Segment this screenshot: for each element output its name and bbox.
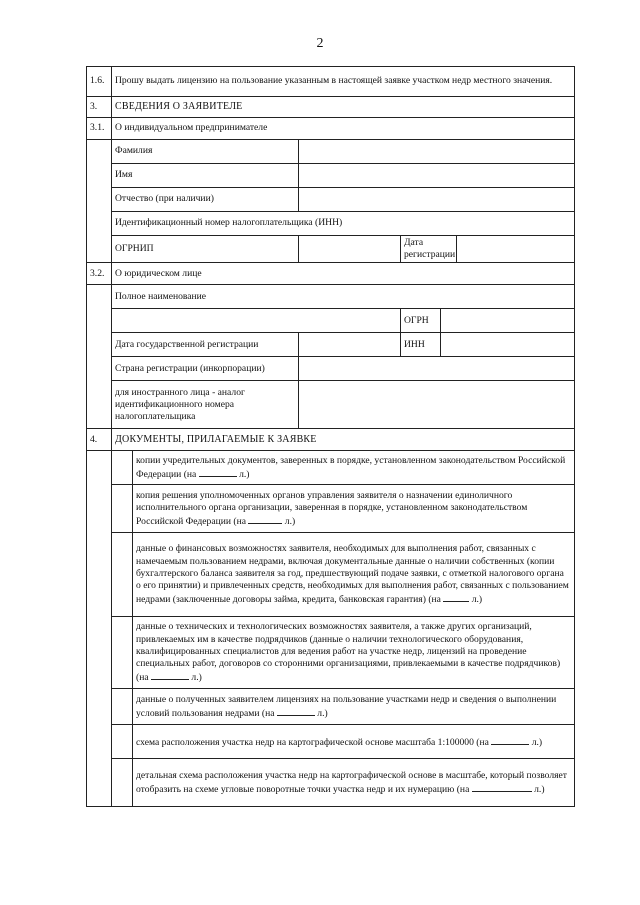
document-text: данные о технических и технологических возможностях заявителя, а также других организаций, привлекаемых им в качестве подрядчиков (данные о наличии технологического оборудования, квалифицированных специалистов для ведения работ на участке недр, лицензий на проведение специальных работ, договоров со сторонними организациями, привлекаемыми в качестве подрядчиков) (на xyxy=(136,621,561,684)
document-item xyxy=(133,725,575,759)
document-end: л.) xyxy=(317,707,328,719)
document-checkbox[interactable] xyxy=(112,485,133,533)
document-item xyxy=(133,485,575,533)
document-row xyxy=(87,725,575,759)
patronymic-field[interactable] xyxy=(299,188,575,212)
document-text: копия решения уполномоченных органов управления заявителя о назначении единоличного исполнительного органа организации, заверенная в порядке, установленном законодательством Российской Федерации (на xyxy=(136,489,528,527)
row-3 xyxy=(87,97,575,118)
row-number: 3.1. xyxy=(87,118,112,140)
pages-blank[interactable] xyxy=(472,782,532,792)
ogrn-field[interactable] xyxy=(441,309,575,333)
attached-documents-heading: ДОКУМЕНТЫ, ПРИЛАГАЕМЫЕ К ЗАЯВКЕ xyxy=(112,429,575,451)
name-field[interactable] xyxy=(299,164,575,188)
state-registration-date-label: Дата государственной регистрации xyxy=(112,333,299,357)
application-form-table xyxy=(86,66,575,807)
row-4 xyxy=(87,429,575,451)
row-number: 3.2. xyxy=(87,263,112,285)
ogrn-label: ОГРН xyxy=(401,309,441,333)
row-number: 3. xyxy=(87,97,112,118)
document-text: данные о финансовых возможностях заявителя, необходимых для выполнения работ, связанных с намечаемым пользованием недрами, включая документальные данные о наличии собственных (копии бухгалтерского баланса заявителя за год, предшествующий подаче заявки, с отметкой налогового органа о его принятии) и привлеченных средств, необходимых для выполнения работ, связанных с пользованием недрами (заключенные договоры займа, кредита, банковская гарантия) (на xyxy=(136,543,569,606)
pages-blank[interactable] xyxy=(248,514,282,524)
row-number-spacer xyxy=(87,140,112,263)
document-item xyxy=(133,533,575,617)
foreign-tax-id-label: для иностранного лица - аналог идентификационного номера налогоплательщика xyxy=(112,381,299,429)
ogrnip-field[interactable] xyxy=(299,236,401,263)
document-item xyxy=(133,617,575,689)
individual-inn-label: Идентификационный номер налогоплательщика (ИНН) xyxy=(112,212,575,236)
document-row xyxy=(87,759,575,807)
document-checkbox[interactable] xyxy=(112,533,133,617)
document-row xyxy=(87,689,575,725)
surname-label: Фамилия xyxy=(112,140,299,164)
document-end: л.) xyxy=(239,468,250,480)
pages-blank[interactable] xyxy=(151,670,189,680)
document-end: л.) xyxy=(531,736,543,748)
name-label: Имя xyxy=(112,164,299,188)
individual-entrepreneur-heading: О индивидуальном предпринимателе xyxy=(112,118,575,140)
document-text: схема расположения участка недр на картографической основе масштаба 1:100000 (на xyxy=(136,736,489,748)
document-item xyxy=(133,759,575,807)
document-row xyxy=(87,533,575,617)
pages-blank[interactable] xyxy=(443,592,469,602)
document-checkbox[interactable] xyxy=(112,759,133,807)
registration-date-field[interactable] xyxy=(457,236,575,263)
document-end: л.) xyxy=(471,594,483,606)
document-checkbox[interactable] xyxy=(112,725,133,759)
document-end: л.) xyxy=(534,783,545,795)
row-number: 1.6. xyxy=(87,67,112,97)
document-checkbox[interactable] xyxy=(112,451,133,485)
row-number-spacer xyxy=(87,285,112,429)
ogrnip-label: ОГРНИП xyxy=(112,236,299,263)
document-text: копии учредительных документов, заверенных в порядке, установленном законодательством Российской Федерации (на xyxy=(136,454,566,480)
document-item xyxy=(133,451,575,485)
surname-field[interactable] xyxy=(299,140,575,164)
page-number: 2 xyxy=(316,36,324,51)
row-number: 4. xyxy=(87,429,112,451)
document-row xyxy=(87,617,575,689)
pages-blank[interactable] xyxy=(199,467,237,477)
document-row xyxy=(87,485,575,533)
country-field[interactable] xyxy=(299,357,575,381)
state-registration-date-field[interactable] xyxy=(299,333,401,357)
row-number-spacer xyxy=(87,451,112,807)
full-name-field[interactable] xyxy=(112,309,401,333)
pages-blank[interactable] xyxy=(491,735,529,745)
legal-inn-field[interactable] xyxy=(441,333,575,357)
registration-date-label: Дата регистрации xyxy=(401,236,457,263)
country-label: Страна регистрации (инкорпорации) xyxy=(112,357,299,381)
foreign-tax-id-field[interactable] xyxy=(299,381,575,429)
row-3-1 xyxy=(87,118,575,140)
document-row xyxy=(87,451,575,485)
document-text: детальная схема расположения участка недр на картографической основе в масштабе, который позволяет отобразить на схеме угловые поворотные точки участка недр и их нумерацию (на xyxy=(136,769,567,795)
license-request-text: Прошу выдать лицензию на пользование указанным в настоящей заявке участком недр местного значения. xyxy=(112,67,575,97)
section-applicant-heading: СВЕДЕНИЯ О ЗАЯВИТЕЛЕ xyxy=(112,97,575,118)
full-name-label: Полное наименование xyxy=(112,285,575,309)
legal-entity-heading: О юридическом лице xyxy=(112,263,575,285)
document-text: данные о полученных заявителем лицензиях на пользование участками недр и сведения о выполнении условий пользования недрами (на xyxy=(136,693,557,719)
legal-inn-label: ИНН xyxy=(401,333,441,357)
document-checkbox[interactable] xyxy=(112,617,133,689)
document-end: л.) xyxy=(284,516,296,527)
patronymic-label: Отчество (при наличии) xyxy=(112,188,299,212)
row-1-6 xyxy=(87,67,575,97)
row-3-2 xyxy=(87,263,575,285)
document-item xyxy=(133,689,575,725)
document-checkbox[interactable] xyxy=(112,689,133,725)
document-end: л.) xyxy=(191,672,202,684)
pages-blank[interactable] xyxy=(277,706,315,716)
